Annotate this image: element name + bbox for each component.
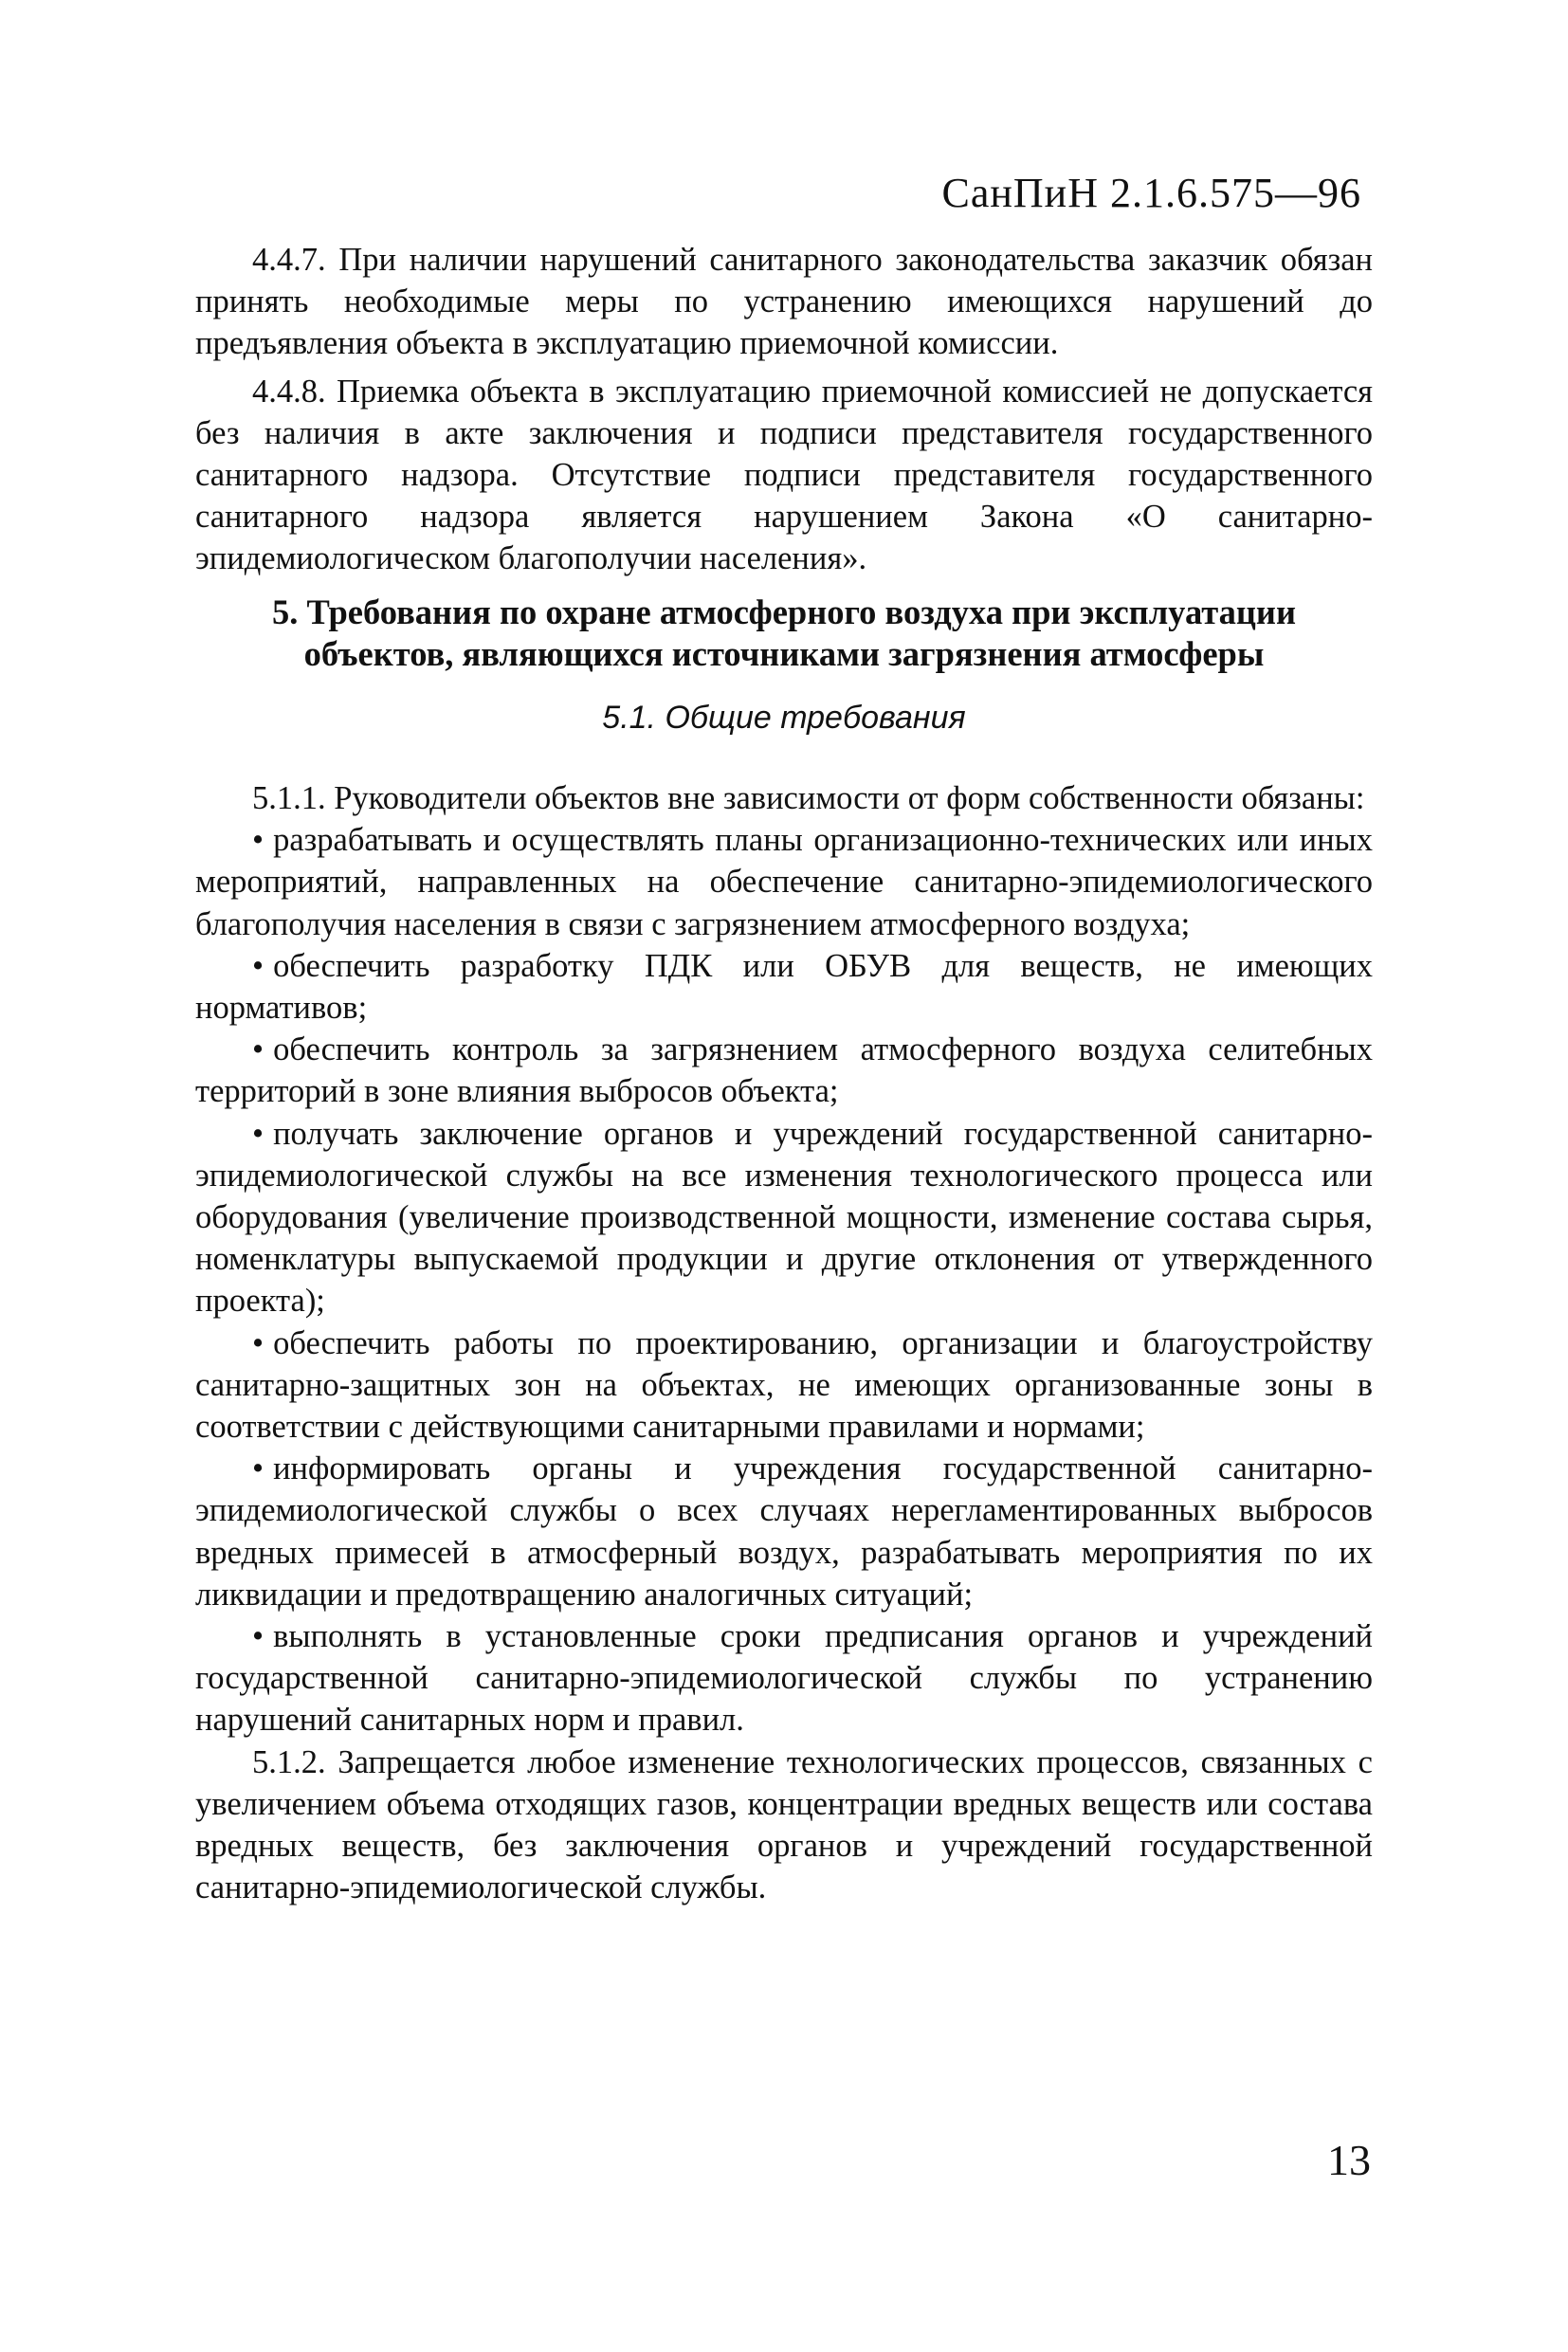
- subsection-5-1-heading: 5.1. Общие требования: [602, 700, 966, 736]
- bullet-item: • разрабатывать и осуществлять планы организационно-технических или иных мероприятий, направленных на обеспечение санитарно-эпидемиологического благополучия населения в связи с загрязнением атмосферного воздуха;: [195, 819, 1373, 945]
- bullet-item: • получать заключение органов и учреждений государственной санитарно-эпидемиологической службы на все изменения технологического процесса или оборудования (увеличение производственной мощности, изменение состава сырья, номенклатуры выпускаемой продукции и другие отклонения от утвержденного проекта);: [195, 1113, 1373, 1322]
- paragraph-5-1-2: 5.1.2. Запрещается любое изменение технологических процессов, связанных с увеличением объема отходящих газов, концентрации вредных веществ или состава вредных веществ, без заключения органов и учреждений государственной санитарно-эпидемиологической службы.: [195, 1743, 1373, 1906]
- document-code-header: СанПиН 2.1.6.575—96: [941, 170, 1361, 216]
- paragraph-4-4-8: 4.4.8. Приемка объекта в эксплуатацию приемочной комиссией не допускается без наличия в акте заключения и подписи представителя государственного санитарного надзора. Отсутствие подписи представителя государственного санитарного надзора является нарушением Закона «О санитарно-эпидемиологическом благополучии населения».: [195, 373, 1373, 577]
- page-number: 13: [1327, 2136, 1371, 2184]
- paragraphs-section-4-4: [195, 239, 1373, 580]
- bullet-item: • обеспечить работы по проектированию, организации и благоустройству санитарно-защитных зон на объектах, не имеющих организованные зоны в соответствии с действующими санитарными правилами и нормами;: [195, 1322, 1373, 1449]
- section-5-heading: 5. Требования по охране атмосферного воздуха при эксплуатации объектов, являющихся источниками загрязнения атмосферы: [272, 593, 1296, 673]
- paragraph-5-1-1: 5.1.1. Руководители объектов вне зависимости от форм собственности обязаны:: [252, 780, 1365, 816]
- paragraph-4-4-7: 4.4.7. При наличии нарушений санитарного законодательства заказчик обязан принять необходимые меры по устранению имеющихся нарушений до предъявления объекта в эксплуатацию приемочной комиссии.: [195, 242, 1373, 362]
- bullet-item: • обеспечить контроль за загрязнением атмосферного воздуха селитебных территорий в зоне влияния выбросов объекта;: [195, 1029, 1373, 1112]
- bullet-item: • информировать органы и учреждения государственной санитарно-эпидемиологической службы о всех случаях нерегламентированных выбросов вредных примесей в атмосферный воздух, разрабатывать мероприятия по их ликвидации и предотвращению аналогичных ситуаций;: [195, 1448, 1373, 1615]
- section-5-1-body: [195, 777, 1373, 1908]
- bullet-item: • обеспечить разработку ПДК или ОБУВ для веществ, не имеющих нормативов;: [195, 945, 1373, 1029]
- bullet-item: • выполнять в установленные сроки предписания органов и учреждений государственной санитарно-эпидемиологической службы по устранению нарушений санитарных норм и правил.: [195, 1615, 1373, 1741]
